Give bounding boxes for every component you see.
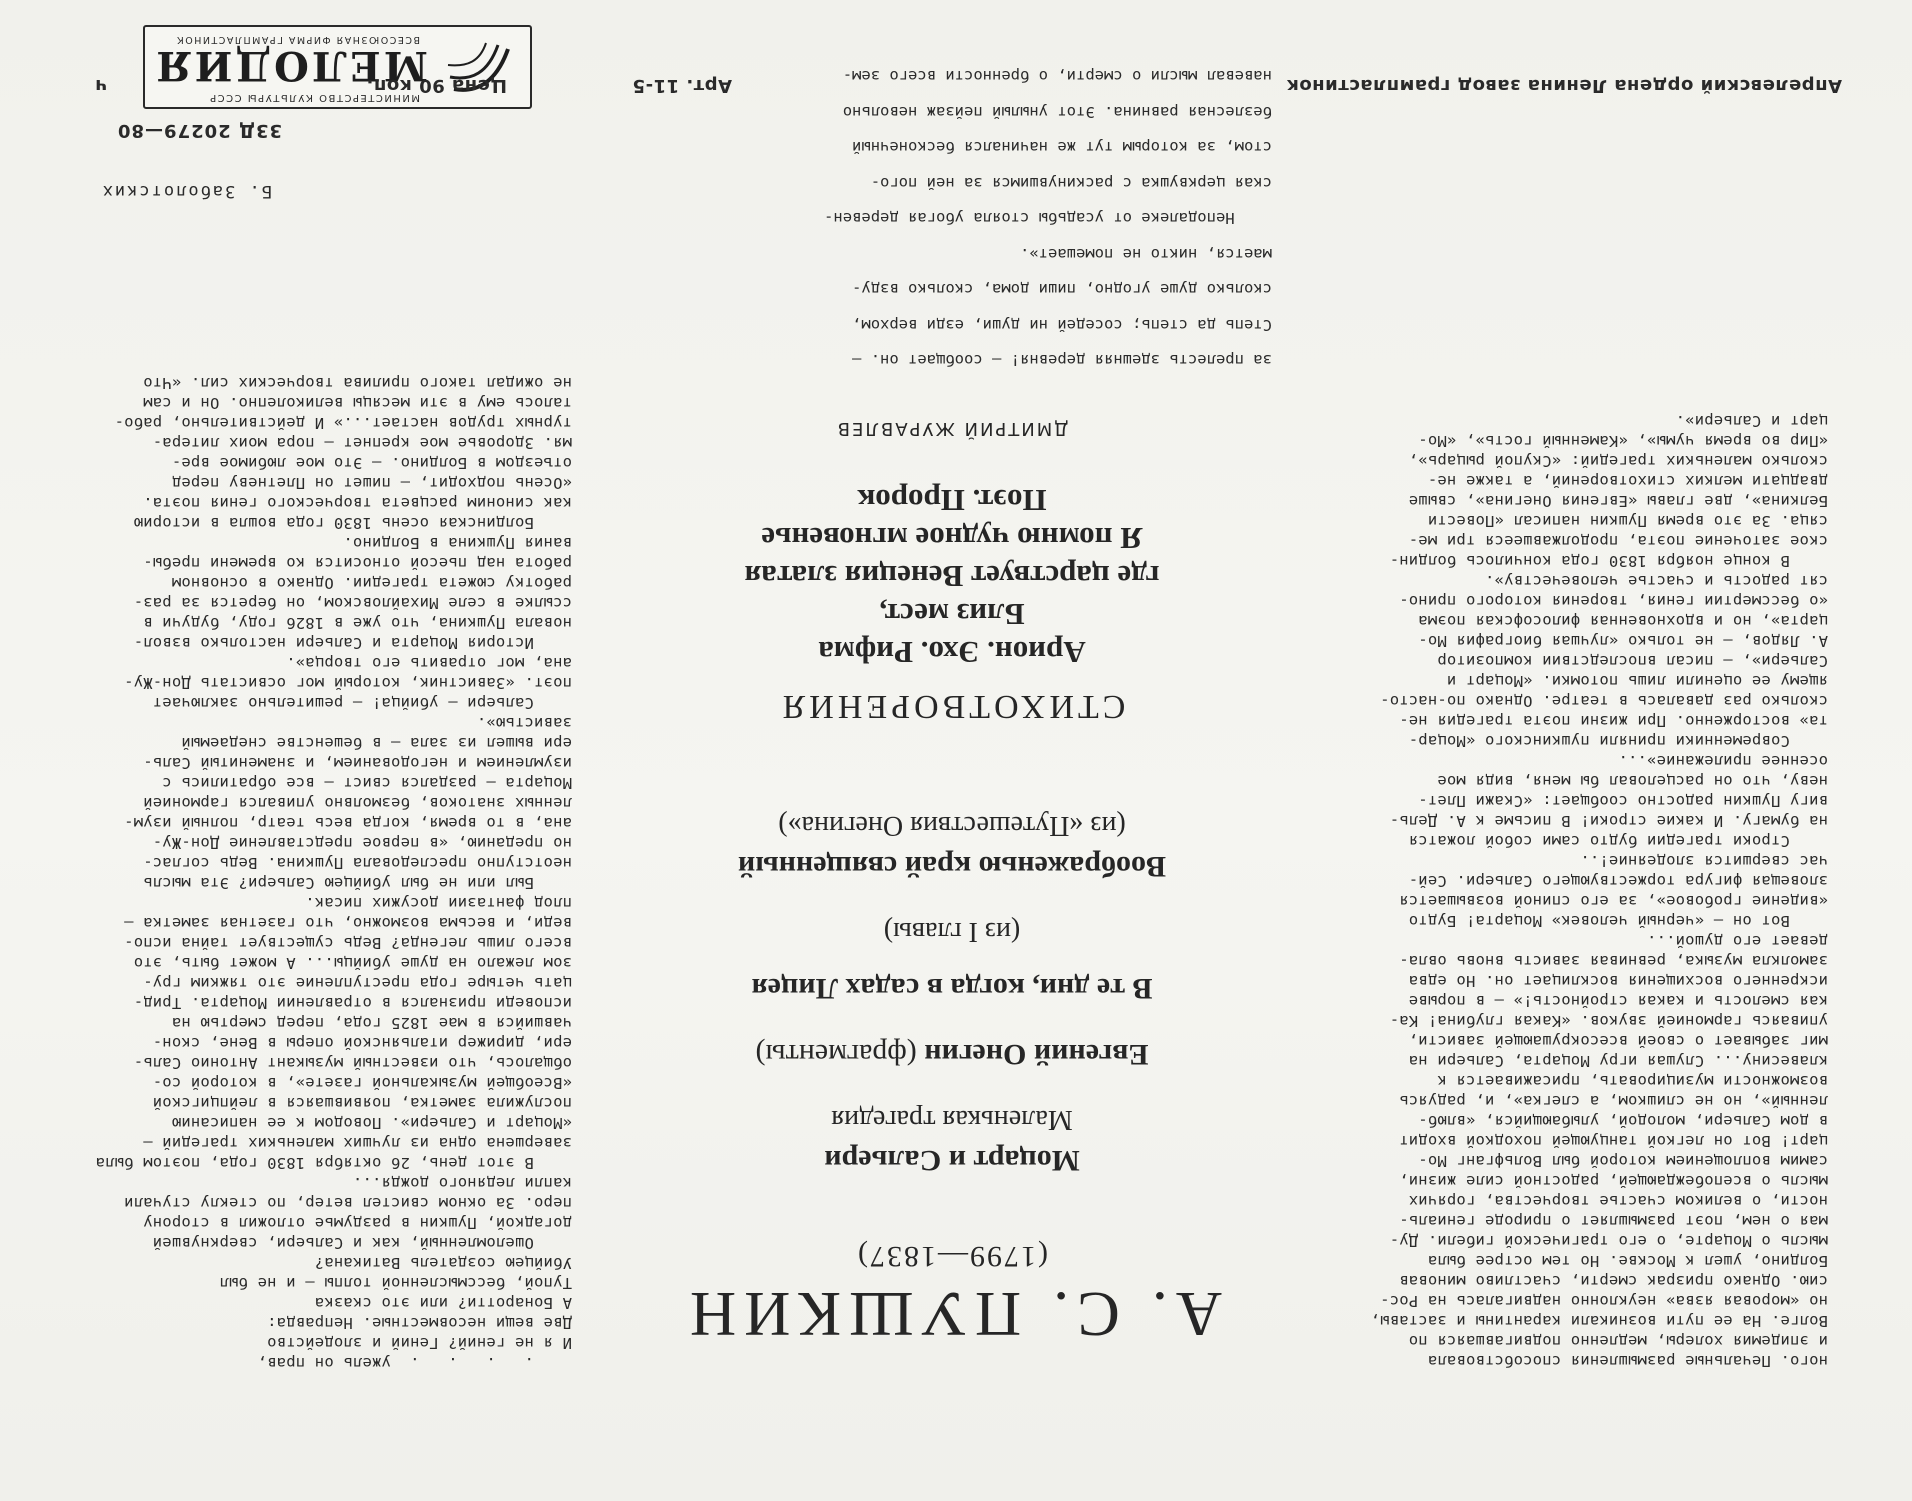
text-line: навевал мысли о смерти, о бренности всего зем- xyxy=(842,67,1272,86)
text-line: «Пир во время чумы», «Каменный гость», «Мо- xyxy=(1418,432,1828,450)
text-line: клавесину... Слушая игру Моцарта, Сальери на xyxy=(1408,1052,1828,1070)
text-line: как синоним расцвета творческого гения поэта. xyxy=(143,494,572,512)
text-line: исповеди признался в отравлении Моцарта. Трид- xyxy=(133,994,572,1012)
text-line: Болдино, ушел к Москве. Но тем острее была xyxy=(1427,1252,1828,1270)
price-grade: ч xyxy=(94,75,107,96)
price: Цена 90 коп. xyxy=(366,75,507,96)
text-line: цать четыре года преступление это тяжким гру- xyxy=(143,974,572,992)
text-line: Болдинская осень 1830 года вошла в историю xyxy=(133,514,572,532)
text-line: Убийцею создатель Ватикана? xyxy=(314,1254,572,1272)
text-line: сколько маленьких трагедий: «Скупой рыцарь», xyxy=(1408,452,1828,470)
catalog-number: 33Д 20279—80 xyxy=(116,120,282,141)
text-line: не ожидал такого прилива творческих сил. «Что xyxy=(143,374,572,392)
text-line: но преданию, «в первое представление Дон-Жу- xyxy=(152,834,572,852)
text-line: Сальери», — писал впоследствии композитор xyxy=(1437,652,1828,670)
text-line: общалось, что известный музыкант Антонио Саль- xyxy=(133,1054,572,1072)
text-line: Белкина», две главы «Евгения Онегина», свыше xyxy=(1408,492,1828,510)
text-line: История Моцарта и Сальери настолько взвол- xyxy=(133,634,572,652)
work-title-onegin xyxy=(632,1037,1272,1071)
poem-item: где царствует Венеция златая xyxy=(744,559,1160,594)
article-number: Арт. 11-5 xyxy=(632,75,732,96)
essay-column-left xyxy=(1328,411,1828,1371)
text-line: ери, дирижер итальянской оперы в Вене, скон- xyxy=(152,1034,572,1052)
text-line: безлесная равнина. Этот унылый пейзаж невольно xyxy=(842,103,1272,121)
text-line: зом лежало на душе убийцы... А может быть, это xyxy=(133,954,572,972)
text-line: Сальери — убийца! — решительно заключает xyxy=(152,694,572,712)
text-line: царт и Сальери». xyxy=(1675,412,1828,430)
poems-heading: СТИХОТВОРЕНИЯ xyxy=(778,688,1126,725)
essay-intro xyxy=(672,51,1272,386)
text-line: «Осень подходит, — пишет он Плетневу перед xyxy=(171,474,572,492)
text-line: А Бонаротти? или это сказка xyxy=(314,1294,572,1312)
text-line: ленный», но не слишком, а слегка», и, радуясь xyxy=(1399,1092,1828,1110)
text-line: ящему ее оценили лишь потомки. «Моцарт и xyxy=(1446,672,1828,690)
text-line: Современники приняли пушкинского «Моцар- xyxy=(1408,732,1828,750)
text-line: ного. Печальные размышления способствовала xyxy=(1427,1352,1828,1370)
text-line: за прелесть здешняя деревня! — сообщает он. — xyxy=(852,351,1272,370)
text-line: двадцати мелких стихотворений, а также не- xyxy=(1427,472,1828,490)
text-line: неву, что он расцеловал бы меня, видя мое xyxy=(1437,772,1828,790)
text-line: «о бессмертии гения, творения которого прино- xyxy=(1399,592,1828,610)
text-line: завершена одна из лучших маленьких трагедий — xyxy=(143,1134,572,1152)
logo-ministry: МИНИСТЕРСТВО КУЛЬТУРЫ СССР xyxy=(208,92,420,103)
text-line: ссылке в селе Михайловском, он берется за раз- xyxy=(133,594,572,612)
text-line: Моцарта — раздался свист — все обратились с xyxy=(162,774,572,792)
text-line: возможности музицировать, присаживается к xyxy=(1437,1072,1828,1090)
text-line: плод фантазии досужих писак. xyxy=(305,894,572,912)
text-line: Волге. На ее пути возникали карантины и заставы, xyxy=(1370,1312,1828,1330)
text-line: работку сюжета трагедии. Однако в основном xyxy=(171,574,572,592)
text-line: мается, никто не помешает». xyxy=(1020,245,1272,263)
programme xyxy=(632,418,1272,1351)
text-line: сят радость и счастье человечеству». xyxy=(1484,572,1828,590)
text-line: Две вещи несовместные. Неправда: xyxy=(266,1314,572,1332)
logo-brand: МЕЛОДИЯ xyxy=(153,42,428,89)
text-line: сколько раз давалась в театре. Однако по-насто- xyxy=(1380,692,1828,710)
text-line: мысль о Моцарте, о его трагической гибели. Ду- xyxy=(1389,1232,1828,1250)
text-line: работа над пьесой относится ко времени пребы- xyxy=(143,554,572,572)
essay-signature: Б. Заболотских xyxy=(100,181,272,201)
fragment-2-subtitle: (из «Путешествия Онегина») xyxy=(778,810,1126,841)
text-line: Степь да степь; соседей ни души, езди верхом, xyxy=(852,316,1272,334)
text-line: Ошеломленный, как и Сальери, сверкнувшей xyxy=(152,1234,572,1252)
text-line: В конце ноября 1830 года кончилось болдин- xyxy=(1389,552,1828,570)
reader-name: ДМИТРИЙ ЖУРАВЛЕВ xyxy=(835,418,1069,439)
text-line: вания Пушкина в Болдино. xyxy=(343,534,572,552)
text-line: та» восторженно. При жизни поэта трагедия не- xyxy=(1399,712,1828,730)
text-line: упиваясь гармонией звуков. «Какая глубина! Ка- xyxy=(1389,1012,1828,1030)
text-line: «видение гробовое», за его спиной возвышается xyxy=(1399,892,1828,910)
text-line: искреннего восхищения восклицает он. Но едва xyxy=(1408,972,1828,990)
text-line: царта», но и вдохновенная философская поэма xyxy=(1418,612,1828,630)
text-line: . . . . ужель он прав, xyxy=(257,1354,572,1372)
text-line: «Всеобщей музыкальной газете», в которой со- xyxy=(152,1074,572,1092)
text-line: девает его душой... xyxy=(1646,932,1828,950)
text-line: веди, и весьма возможно, что газетная заметка — xyxy=(124,914,572,932)
fragment-1-subtitle: (из I главы) xyxy=(883,916,1021,947)
logo-firm: ВСЕСОЮЗНАЯ ФИРМА ГРАМПЛАСТИНОК xyxy=(175,34,420,45)
text-line: «Моцарт и Сальери». Поводом к ее написанию xyxy=(171,1114,572,1132)
onegin-title: Евгений Онегин xyxy=(924,1038,1149,1071)
text-line: ское заточение поэта, продолжавшееся три ме- xyxy=(1408,532,1828,550)
text-line: миг забывает о своей всесокрушающей зависти, xyxy=(1408,1032,1828,1050)
text-line: перо. За окном свистел ветер, по стеклу стучали xyxy=(124,1194,572,1212)
text-line: сию. Однако призрак смерти, счастливо миновав xyxy=(1399,1272,1828,1290)
poem-item: Я помню чудное мгновенье xyxy=(761,521,1143,556)
text-line: царт! Вот он легкой танцующей походкой входит xyxy=(1399,1132,1828,1150)
text-line: осеннее прилежание»... xyxy=(1618,752,1828,770)
text-line: ана, в то время, когда весь театр, полный изум- xyxy=(124,814,572,832)
text-line: и эпидемия холеры, медленно подвигавшаяся по xyxy=(1408,1332,1828,1350)
text-line: А. Лядов, — не только «лучшая биография Мо- xyxy=(1418,632,1828,650)
text-line: на бумагу. И какие строки! В письме к А. Дель- xyxy=(1389,812,1828,830)
text-line: изумлением и негодованием, и знаменитый Саль- xyxy=(143,754,572,772)
text-line: ская церквушка с раскинувшимся за ней пого- xyxy=(870,174,1272,192)
work-title-mozart: Моцарт и Сальери xyxy=(824,1144,1080,1177)
text-line: Вот он — «черный человек» Моцарта! Будто xyxy=(1408,912,1828,930)
text-line: ана, мог отравить его творца». xyxy=(286,654,572,672)
text-line: мая о нем, поэт размышляет о природе гениаль- xyxy=(1399,1212,1828,1230)
text-line: чавшийся в мае 1825 года, перед смертью на xyxy=(171,1014,572,1032)
text-line: всего лишь легенда? Ведь существует тайна испо- xyxy=(124,934,572,952)
text-line: завистью». xyxy=(476,714,572,732)
text-line: неотступно преследовала Пушкина. Ведь соглас- xyxy=(143,854,572,872)
text-line: мысль о всепобеждающей, радостной силе жизни, xyxy=(1399,1172,1828,1190)
text-line: час свершится злодеяние!.. xyxy=(1580,852,1828,870)
text-line: сколько душе угодно, пиши дома, сколько взду- xyxy=(852,280,1272,299)
text-line: капли ледяного дождя... xyxy=(352,1174,572,1192)
text-line: самим воплощением которой был Вольфганг Мо- xyxy=(1418,1152,1828,1170)
text-line: Неподалеке от усадьбы стояла убогая деревен- xyxy=(824,209,1272,228)
text-line: ери вышел из зала — в бешенстве снедаемый xyxy=(181,734,572,752)
text-line: Тупой, бессмысленной толпы — и не был xyxy=(219,1274,572,1292)
text-line: Строки трагедии будто сами собой ложатся xyxy=(1408,832,1828,850)
essay-column-right xyxy=(72,373,572,1373)
text-line: И я не гений? Гений и злодейство xyxy=(266,1334,572,1352)
text-line: ленных знатоков, безмолвно упивался гармонией xyxy=(143,794,572,812)
text-line: послужила заметка, появившаяся в лейпцигской xyxy=(152,1094,572,1112)
text-line: зловещая фигура торжествующего Сальери. Сей- xyxy=(1408,872,1828,890)
text-line: В этот день, 26 октября 1830 года, поэтом была xyxy=(95,1154,572,1172)
onegin-subtitle: (фрагменты) xyxy=(755,1038,917,1071)
melodiya-logo xyxy=(143,25,532,109)
author-years: (1799—1837) xyxy=(856,1240,1048,1273)
text-line: сяца. За это время Пушкин написал «Повести xyxy=(1427,512,1828,530)
text-line: ности, о великом счастье творчества, горячих xyxy=(1408,1192,1828,1210)
text-line: Был или не был убийцею Сальери? Эта мысль xyxy=(143,874,572,892)
text-line: поэт. «Завистник, который мог освистать Дон-Жу- xyxy=(124,674,572,692)
author-name: А. С. ПУШКИН xyxy=(681,1279,1223,1350)
work-subtitle-mozart: Маленькая трагедия xyxy=(831,1104,1073,1135)
poem-item: Арион. Эхо. Рифма xyxy=(818,635,1086,670)
fragment-1-title: В те дни, когда в садах Лицея xyxy=(751,972,1153,1005)
text-line: кая смелость и какая стройность!» — в порыве xyxy=(1408,992,1828,1010)
text-line: стом, за которым тут же начинался бесконечный xyxy=(852,138,1272,157)
text-line: отъездом в Болдино. — Это мое любимое вре- xyxy=(171,454,572,472)
text-line: мя. Здоровье мое крепнет — пора моих литера- xyxy=(152,434,572,452)
text-line: в дом Сальери, молодой, улыбающийся, «влюб- xyxy=(1418,1112,1828,1130)
factory-name: Апрелевский ордена Ленина завод грампластинок xyxy=(1286,75,1842,96)
text-line: новала Пушкина, что уже в 1826 году, будучи в xyxy=(143,614,572,632)
poem-item: Поэт. Пророк xyxy=(857,483,1047,518)
fragment-2-title: Воображенью край священный xyxy=(738,850,1166,883)
poem-list xyxy=(632,481,1272,671)
text-line: замолкла музыка, ревнивая зависть вновь овла- xyxy=(1399,952,1828,970)
text-line: но «моровая язва» неуклонно надвигалась на Рос- xyxy=(1380,1292,1828,1310)
text-line: турных трудов настает...» И действительно, рабо- xyxy=(114,414,572,432)
text-line: догадкой, Пушкин в раздумье отложил в сторону xyxy=(143,1214,572,1232)
text-line: вигу Пушкин радостно сообщает: «Скажи Плет- xyxy=(1418,792,1828,810)
text-line: талось ему в эти месяцы великолепно. Он и сам xyxy=(143,394,572,412)
poem-item: Близ мест, xyxy=(879,597,1025,632)
